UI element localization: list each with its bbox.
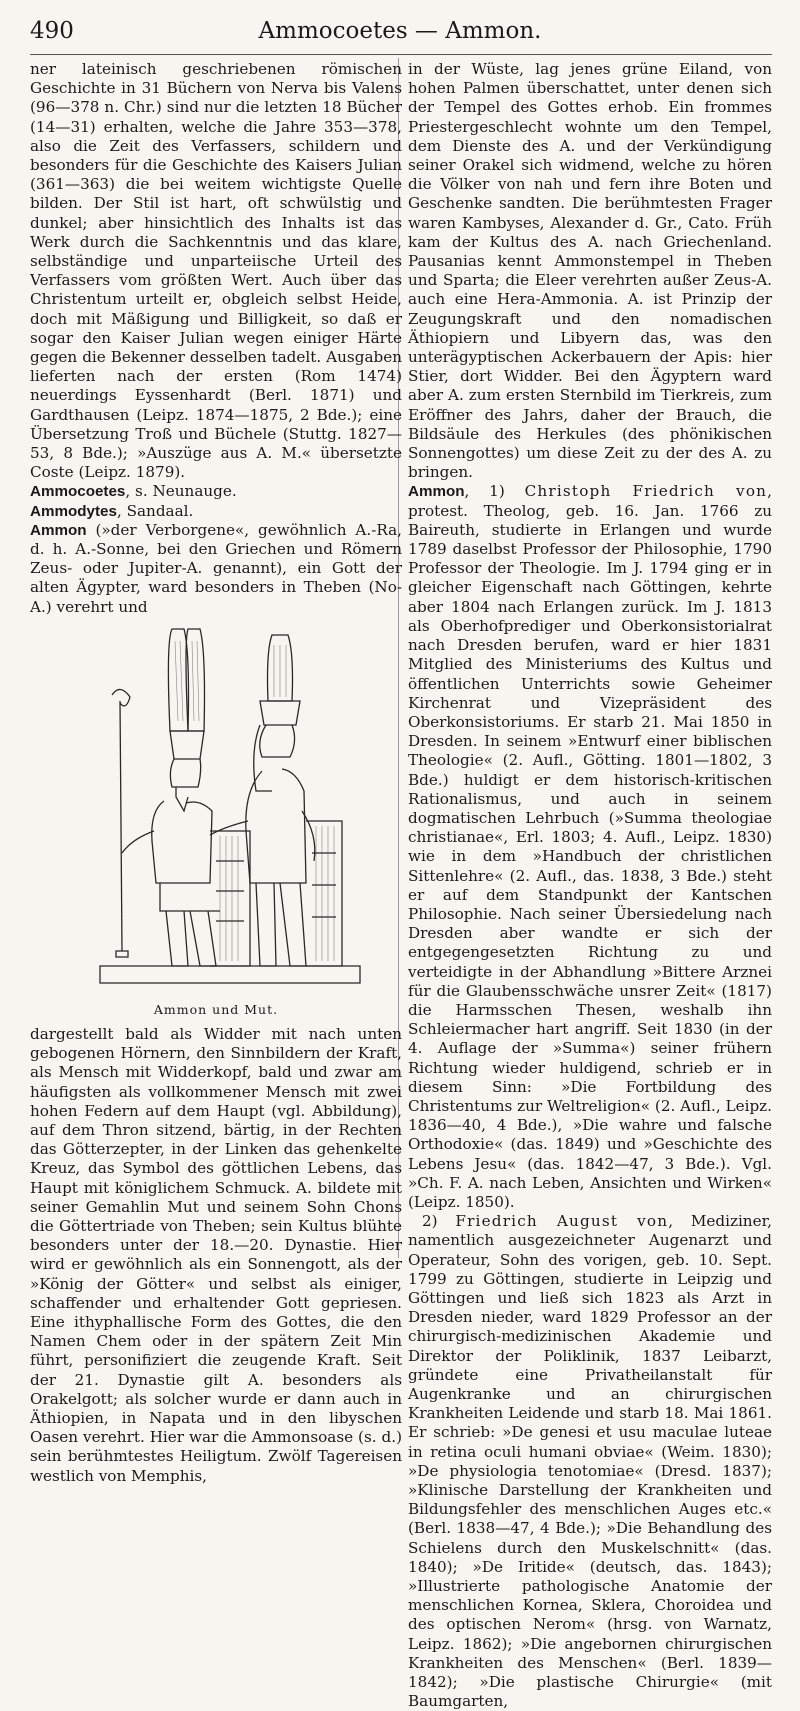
entry-number: 2) [422,1212,456,1231]
entry-text: (»der Verborgene«, gewöhnlich A.-Ra, d. h. A.-Sonne, bei den Griechen und Römern Zeus- oder Jupiter-A. genannt), ein Gott der alten Ägypter, ward besonders in Theben (No-A.) verehrt und [30,520,402,616]
entry-ammon-christoph [408,482,772,1212]
entry-ammon-god [30,521,402,617]
ammonsoase-paragraph: in der Wüste, lag jenes grüne Eiland, von hohen Palmen überschattet, unter denen sich der Tempel des Gottes erhob. Ein frommes Priestergeschlecht wohnte um den Tempel, dem Dienste des A. und der Verkündigung seiner Orakel sich widmend, welche zu hören die Völker von nah und fern ihre Boten und Geschenke sandten. Die berühmtesten Frager waren Kambyses, Alexander d. Gr., Cato. Früh kam der Kultus des A. nach Griechenland. Pausanias kennt Ammonstempel in Theben und Sparta; die Eleer verehrten außer Zeus-A. auch eine Hera-Ammonia. A. ist Prinzip der Zeugungskraft und den nomadischen Äthiopiern und Libyern das, was den unterägyptischen Ackerbauern der Apis: hier Stier, dort Widder. Bei den Ägyptern ward aber A. zum ersten Sternbild im Tierkreis, zum Eröffner des Jahrs, daher der Brauch, die Bildsäule des Herkules (des phönikischen Sonnengottes) um diese Zeit zu der des A. zu bringen. [408,60,772,482]
figure-caption: Ammon und Mut. [153,1001,279,1017]
ammon-god-continued: dargestellt bald als Widder mit nach unten gebogenen Hörnern, den Sinnbildern der Kraft, als Mensch mit Widderkopf, bald und zwar am häufigsten als vollkommener Mensch mit zwei hohen Federn auf dem Haupt (vgl. Abbildung), auf dem Thron sitzend, bärtig, in der Rechten das Götterzepter, in der Linken das gehenkelte Kreuz, das Symbol des göttlichen Lebens, das Haupt mit königlichem Schmuck. A. bildete mit seiner Gemahlin Mut und seinem Sohn Chons die Göttertriade von Theben; sein Kultus blühte besonders unter der 18.—20. Dynastie. Hier wird er gewöhnlich als ein Sonnengott, als der »König der Götter« und selbst als einiger, schaffender und erhaltender Gott gepriesen. Eine ithyphallische Form des Gottes, die den Namen Chem oder in der spätern Zeit Min führt, personifiziert die zeugende Kraft. Seit der 21. Dynastie gilt A. besonders als Orakelgott; als solcher wurde er dann auch in Äthiopien, in Napata und in den libyschen Oasen verehrt. Hier war die Ammonsoase (s. d.) sein berühmtestes Heiligtum. Zwölf Tagereisen westlich von Memphis, [30,1024,402,1485]
entry-ammodytes [30,502,402,521]
entry-text: , Mediziner, namentlich ausgezeichneter Augenarzt und Operateur, Sohn des vorigen, geb. 10. Sept. 1799 zu Göttingen, studierte in Leipzig und Göttingen und ließ sich 1823 als Arzt in Dresden nieder, ward 1829 Professor an der chirurgisch-medizinischen Akademie und Direktor der Poliklinik, 1837 Leibarzt, gründete eine Privatheilanstalt für Augenkranke und an chirurgischen Krankheiten Leidende und starb 18. Mai 1861. Er schrieb: »De genesi et usu maculae luteae in retina oculi humani obviae« (Weim. 1830); »De physiologia tenotomiae« (Dresd. 1837); »Klinische Darstellung der Krankheiten und Bildungsfehler des menschlichen Auges etc.« (Berl. 1838—47, 4 Bde.); »Die Behandlung des Schielens durch den Muskelschnitt« (das. 1840); »De Iritide« (deutsch, das. 1843); »Illustrierte pathologische Anatomie der menschlichen Kornea, Sklera, Choroidea und des optischen Nerom« (hrsg. von Warnatz, Leipz. 1862); »Die angebornen chirurgischen Krankheiten des Menschen« (Berl. 1839—1842); »Die plastische Chirurgie« (mit Baumgarten, [408,1212,772,1711]
entry-text: , s. Neunauge. [125,482,237,501]
running-title: Ammocoetes — Ammon. [258,18,542,44]
headword: Ammocoetes [30,483,126,501]
entry-ammon-friedrich [408,1212,772,1711]
headword: Ammon [408,483,465,501]
page-header [30,18,770,46]
left-column [30,60,402,1486]
entry-ammocoetes [30,482,402,501]
person-name: Christoph Friedrich von [524,482,768,501]
headword: Ammodytes [30,502,117,520]
person-name: Friedrich August von [455,1212,669,1231]
entry-text: , Sandaal. [116,501,194,520]
entry-number: , 1) [464,482,525,501]
header-rule [30,54,772,55]
entry-text: , protest. Theolog, geb. 16. Jan. 1766 zu Baireuth, studierte in Erlangen und wurde 1789 daselbst Professor der Philosophie, 1790 Professor der Theologie. Im J. 1794 ging er in gleicher Eigenschaft nach Göttingen, kehrte aber 1804 nach Erlangen zurück. Im J. 1813 als Oberhofprediger und Oberkonsistorialrat nach Dresden berufen, ward er hier 1831 Mitglied des Ministeriums des Kultus und öffentlichen Unterrichts sowie Geheimer Kirchenrat und Vizepräsident des Oberkonsistoriums. Er starb 21. Mai 1850 in Dresden. In seinem »Entwurf einer biblischen Theologie« (2. Aufl., Götting. 1801—1802, 3 Bde.) huldigt er dem historisch-kritischen Rationalismus, und auch in seinem dogmatischen Lehrbuch (»Summa theologiae christianae«, Erl. 1803; 4. Aufl., Leipz. 1830) wie in dem »Handbuch der christlichen Sittenlehre« (2. Aufl., das. 1838, 3 Bde.) steht er auf dem Standpunkt der Kantschen Philosophie. Nach seiner Übersiedelung nach Dresden aber wandte er sich der entgegengesetzten Richtung zu und verteidigte in der Abhandlung »Bittere Arznei für die Glaubensschwäche unsrer Zeit« (1817) die Harmsschen Thesen, weshalb ihn Schleiermacher hart angriff. Seit 1830 (in der 4. Auflage der »Summa«) seiner frühern Richtung wieder huldigend, schrieb er in diesem Sinn: »Die Fortbildung des Christentums zur Weltreligion« (2. Aufl., Leipz. 1836—40, 4 Bde.), »Die wahre und falsche Orthodoxie« (das. 1849) und »Geschichte des Lebens Jesu« (das. 1842—47, 3 Bde.). Vgl. »Ch. F. A. nach Leben, Ansichten und Wirken« (Leipz. 1850). [408,482,772,1211]
ammianus-paragraph: ner lateinisch geschriebenen römischen Geschichte in 31 Büchern von Nerva bis Valens (96—378 n. Chr.) sind nur die letzten 18 Bücher (14—31) erhalten, welche die Jahre 353—378, also die Zeit des Verfassers, schildern und besonders für die Geschichte des Kaisers Julian (361—363) die bei weitem wichtigste Quelle bilden. Der Stil ist hart, oft schwülstig und dunkel; aber hinsichtlich des Inhalts ist das Werk durch die Sachkenntnis und das klare, selbständige und unparteiische Urteil des Verfassers vom größten Wert. Auch über das Christentum urteilt er, obgleich selbst Heide, doch mit Mäßigung und Billigkeit, so daß er sogar den Kaiser Julian wegen einiger Härte gegen die Bekenner desselben tadelt. Ausgaben lieferten nach der ersten (Rom 1474) neuerdings Eyssenhardt (Berl. 1871) und Gardthausen (Leipz. 1874—1875, 2 Bde.); eine Übersetzung Troß und Büchele (Stuttg. 1827—53, 8 Bde.); »Auszüge aus A. M.« übersetzte Coste (Leipz. 1879). [30,60,402,482]
ammon-und-mut-illustration [30,621,402,1021]
headword: Ammon [30,521,87,539]
engraving-image [60,621,370,996]
right-column [408,60,772,1711]
page-number: 490 [30,18,74,44]
